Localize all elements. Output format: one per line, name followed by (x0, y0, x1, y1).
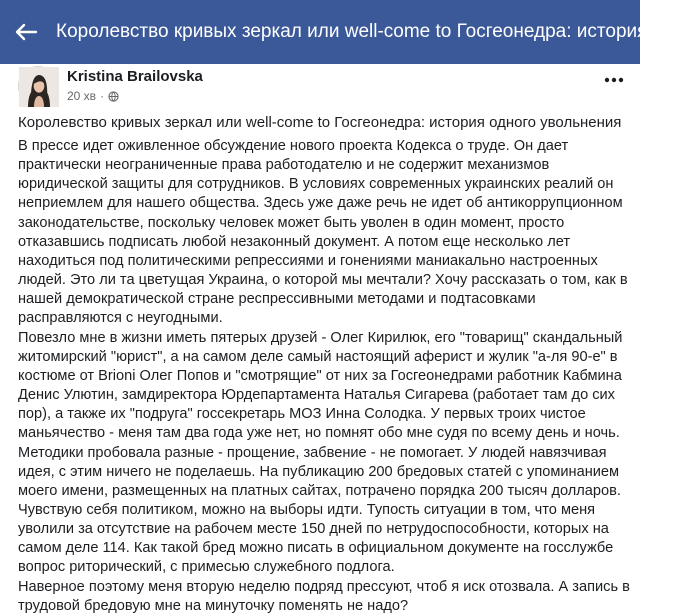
post-paragraph: В прессе идет оживленное обсуждение нового проекта Кодекса о труде. Он дает практически неограниченные права работодателю и не содержит механизмов юридической защиты для сотрудников. В условиях современных украинских реалий он неприемлем для нашего общества. Здесь уже даже речь не идет об антикоррупционном законодательстве, поскольку человек может быть уволен в один момент, просто отказавшись подписать любой незаконный документ. А потом еще несколько лет находиться под политическими репрессиями и гонениями маниакально настроенных людей. Это ли та цветущая Украина, о которой мы мечтали? Хочу рассказать о том, как в нашей демократической стране респрессивными методами и подтасовками расправляются с неугодными. (18, 138, 628, 327)
post-header (18, 66, 628, 106)
meta-separator: · (100, 89, 105, 103)
post-title: Королевство кривых зеркал или well-come to Госгеонедра: история одного увольнения (18, 114, 622, 131)
more-horizontal-icon (604, 77, 624, 83)
page-title: Королевство кривых зеркал или well-come to Госгеонедра: история од... (56, 21, 690, 42)
author-name[interactable]: Kristina Brailovska (67, 68, 203, 85)
top-app-bar (0, 0, 690, 64)
post-meta (67, 89, 203, 103)
post-time[interactable]: 20 хв (67, 89, 97, 103)
profile-photo-icon (19, 67, 59, 107)
post-body (18, 137, 632, 616)
post-paragraph: Наверное поэтому меня вторую неделю подряд прессуют, чтоб я иск отозвала. А запись в трудовой бредовую мне на минуточку поменять не надо? (18, 578, 630, 614)
author-block (67, 66, 203, 103)
post-paragraph: Повезло мне в жизни иметь пятерых друзей - Олег Кирилюк, его "товарищ" скандальный житомирский "юрист", а на самом деле самый настоящий аферист и жулик "а-ля 90-е" в костюме от Brioni Олег Попов и "смотрящие" от них за Госгеонедрами работник Кабмина Денис Улютин, замдиректора Юрдепартамента Наталья Сигарева (работает там до сих пор), а также их "подруга" госсекретарь МОЗ Инна Солодка. У первых троих чистое маньячество - меня там два года уже нет, но помнят обо мне судя по всему день и ночь. Методики пробовала разные - прощение, забвение - не помогает. У людей навязчивая идея, с этим ничего не поделаешь. На публикацию 200 бредовых статей с упоминанием моего имени, размещенных на платных сайтах, потрачено порядка 200 тысяч долларов. Чувствую себя политиком, можно на выборы идти. Тупость ситуации в том, что меня уволили за отсутствие на рабочем месте 150 дней по нетрудоспособности, которых на самом деле 114. Как такой бред можно писать в официальном документе на госслужбе вопрос риторический, с примесью служебного подлога. (18, 329, 623, 576)
avatar[interactable] (18, 66, 58, 106)
back-button[interactable] (0, 0, 52, 64)
arrow-left-icon (15, 23, 37, 41)
globe-icon (108, 91, 119, 102)
more-options-button[interactable] (600, 70, 628, 90)
